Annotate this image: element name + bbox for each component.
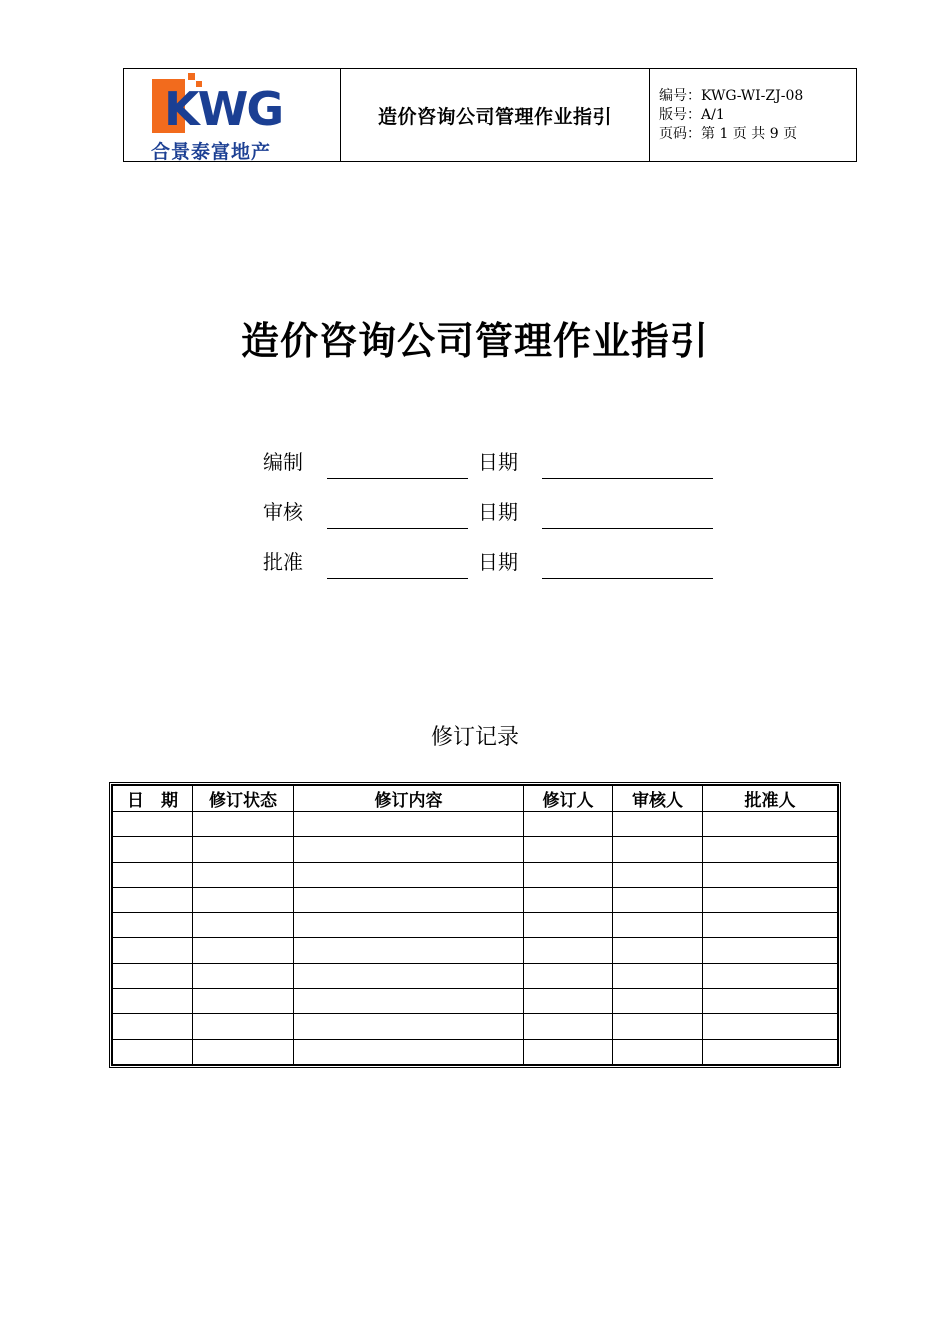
table-row xyxy=(113,1039,838,1064)
column-header: 修订状态 xyxy=(193,786,294,812)
table-cell xyxy=(613,963,703,988)
table-cell xyxy=(113,812,193,837)
table-cell xyxy=(113,862,193,887)
table-row xyxy=(113,989,838,1014)
table-cell xyxy=(703,938,838,963)
table-row xyxy=(113,887,838,912)
company-logo xyxy=(124,69,341,161)
table-cell xyxy=(524,963,613,988)
header-title-cell xyxy=(341,69,650,161)
table-cell xyxy=(613,1014,703,1039)
table-cell xyxy=(524,913,613,938)
column-header: 批准人 xyxy=(703,786,838,812)
date-label: 日期 xyxy=(478,500,518,524)
table-cell xyxy=(524,887,613,912)
table-cell xyxy=(703,887,838,912)
table-cell xyxy=(294,1014,524,1039)
table-cell xyxy=(193,812,294,837)
table-cell xyxy=(113,938,193,963)
table-cell xyxy=(613,1039,703,1064)
signature-row-approved xyxy=(263,546,723,586)
table-cell xyxy=(524,862,613,887)
date-label: 日期 xyxy=(478,450,518,474)
table-cell xyxy=(524,812,613,837)
page-title: 造价咨询公司管理作业指引 xyxy=(240,318,709,363)
table-cell xyxy=(193,963,294,988)
table-cell xyxy=(613,812,703,837)
table-cell xyxy=(294,989,524,1014)
table-cell xyxy=(113,963,193,988)
table-cell xyxy=(613,887,703,912)
table-cell xyxy=(294,913,524,938)
column-header: 审核人 xyxy=(613,786,703,812)
date-line xyxy=(542,578,713,579)
document-header xyxy=(123,68,857,162)
table-cell xyxy=(193,938,294,963)
table-cell xyxy=(294,837,524,862)
signature-row-reviewed xyxy=(263,496,723,536)
table-cell xyxy=(703,1039,838,1064)
table-cell xyxy=(294,862,524,887)
revision-title: 修订记录 xyxy=(430,725,519,750)
doc-version: 版号：A/1 xyxy=(659,107,725,123)
table-cell xyxy=(703,862,838,887)
table-cell xyxy=(703,1014,838,1039)
table-row xyxy=(113,837,838,862)
header-doc-title: 造价咨询公司管理作业指引 xyxy=(377,105,612,128)
column-header: 修订内容 xyxy=(294,786,524,812)
table-row xyxy=(113,1014,838,1039)
table-cell xyxy=(703,812,838,837)
table-cell xyxy=(524,1014,613,1039)
table-cell xyxy=(193,989,294,1014)
page-number: 页码：第 1 页 共 9 页 xyxy=(659,126,798,142)
signature-label: 编制 xyxy=(263,450,303,474)
table-cell xyxy=(113,887,193,912)
table-cell xyxy=(703,837,838,862)
table-cell xyxy=(193,887,294,912)
table-cell xyxy=(193,837,294,862)
header-info-cell xyxy=(650,69,856,161)
revision-header-row xyxy=(113,786,838,812)
table-cell xyxy=(524,938,613,963)
table-cell xyxy=(294,887,524,912)
table-cell xyxy=(613,989,703,1014)
table-row xyxy=(113,862,838,887)
date-line xyxy=(542,528,713,529)
table-cell xyxy=(113,1039,193,1064)
doc-number: 编号：KWG-WI-ZJ-08 xyxy=(659,88,804,104)
table-cell xyxy=(294,1039,524,1064)
table-cell xyxy=(524,1039,613,1064)
signature-line xyxy=(327,578,468,579)
table-cell xyxy=(294,963,524,988)
table-cell xyxy=(613,862,703,887)
date-line xyxy=(542,478,713,479)
signature-line xyxy=(327,528,468,529)
table-cell xyxy=(193,1014,294,1039)
table-cell xyxy=(113,837,193,862)
signature-label: 审核 xyxy=(263,500,303,524)
column-header: 日 期 xyxy=(113,786,193,812)
table-cell xyxy=(113,1014,193,1039)
table-cell xyxy=(613,938,703,963)
table-cell xyxy=(703,989,838,1014)
revision-table xyxy=(109,782,841,1068)
column-header: 修订人 xyxy=(524,786,613,812)
table-cell xyxy=(113,913,193,938)
logo-text: KWG xyxy=(164,82,283,136)
table-cell xyxy=(703,913,838,938)
table-cell xyxy=(294,812,524,837)
table-cell xyxy=(113,989,193,1014)
table-row xyxy=(113,913,838,938)
table-row xyxy=(113,938,838,963)
table-row xyxy=(113,812,838,837)
table-cell xyxy=(613,913,703,938)
table-cell xyxy=(703,963,838,988)
signature-line xyxy=(327,478,468,479)
table-cell xyxy=(193,913,294,938)
table-cell xyxy=(193,862,294,887)
logo-company-name: 合景泰富地产 xyxy=(151,141,272,163)
table-cell xyxy=(524,837,613,862)
signature-label: 批准 xyxy=(263,550,303,574)
table-cell xyxy=(524,989,613,1014)
signature-row-prepared xyxy=(263,446,723,486)
table-cell xyxy=(193,1039,294,1064)
table-row xyxy=(113,963,838,988)
table-cell xyxy=(613,837,703,862)
date-label: 日期 xyxy=(478,550,518,574)
table-cell xyxy=(294,938,524,963)
